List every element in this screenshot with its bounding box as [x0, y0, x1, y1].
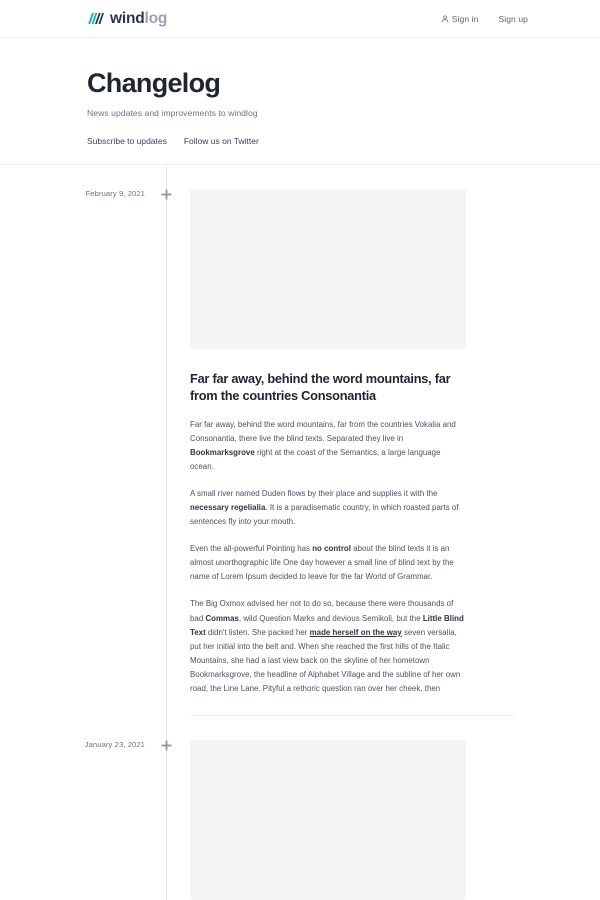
entry-paragraph: Far far away, behind the word mountains, far from the countries Vokalia and Consonantia, there live the blind texts. Separated they live in Bookmarksgrove right at the coast of the Semantics, a large language ocean. [190, 419, 456, 472]
emphasized-text: no control [312, 544, 351, 554]
emphasized-text: Little Blind Text [190, 613, 464, 637]
inline-text-link[interactable]: made herself on the way [309, 627, 402, 637]
entry-body [166, 716, 600, 900]
brand-name-primary: wind [110, 9, 145, 27]
changelog-entry [0, 716, 600, 900]
emphasized-text: necessary regelialia [190, 503, 266, 513]
entry-meta [0, 716, 166, 900]
entry-paragraph: Even the all-powerful Pointing has no control about the blind texts it is an almost unorthographic life One day however a small line of blind text by the name of Lorem Ipsum decided to leave for the far World of Grammar. [190, 544, 454, 582]
entry-paragraph: The Big Oxmox advised her not to do so, because there were thousands of bad Commas, wild Question Marks and devious Semikoli, but the Little Blind Text didn't listen. She packed her made herself on the way seven versalia, put her initial into the belt and. When she reached the first hills of the Italic Mountains, she had a last view back on the skyline of her hometown Bookmarksgrove, the headline of Alphabet Village and the subline of her own road, the Line Lane. Pityful a rethoric question ran over her cheek, then [190, 599, 464, 693]
entry-date: January 23, 2021 [84, 739, 145, 749]
page-intro-section [0, 38, 600, 165]
sign-in-label: Sign in [451, 13, 479, 24]
windlog-logo-mark-icon [87, 12, 104, 25]
brand-name [110, 10, 167, 28]
follow-on-twitter-link[interactable]: Follow us on Twitter [183, 136, 259, 147]
entry-hero-image-placeholder [190, 740, 466, 900]
entry-meta [0, 165, 166, 716]
subscribe-to-updates-link[interactable]: Subscribe to updates [87, 136, 167, 147]
changelog-entry [0, 165, 600, 716]
user-icon [441, 15, 449, 23]
brand-name-secondary: log [144, 9, 168, 27]
brand-logo-link[interactable] [87, 10, 167, 28]
plus-icon[interactable] [160, 188, 173, 201]
page-subtitle: News updates and improvements to windlog [87, 108, 258, 119]
nav-actions [441, 14, 528, 24]
emphasized-text: Commas [205, 613, 239, 623]
entry-hero-image-placeholder [190, 189, 466, 349]
page-title: Changelog [87, 68, 221, 98]
sign-up-label: Sign up [498, 13, 528, 24]
intro-link-group [87, 136, 513, 146]
sign-up-link[interactable] [498, 14, 528, 24]
emphasized-text: Bookmarksgrove [190, 447, 255, 457]
top-navigation-bar [0, 0, 600, 38]
entry-paragraph: A small river named Duden flows by their place and supplies it with the necessary regelialia. It is a paradisematic country, in which roasted parts of sentences fly into your mouth. [190, 489, 459, 527]
changelog-timeline [0, 165, 600, 900]
entry-rich-text [190, 418, 466, 696]
entry-body [166, 165, 600, 716]
entry-title[interactable]: Far far away, behind the word mountains, far from the countries Consonantia [190, 371, 451, 404]
entry-date: February 9, 2021 [85, 189, 145, 199]
sign-in-link[interactable] [441, 14, 479, 24]
